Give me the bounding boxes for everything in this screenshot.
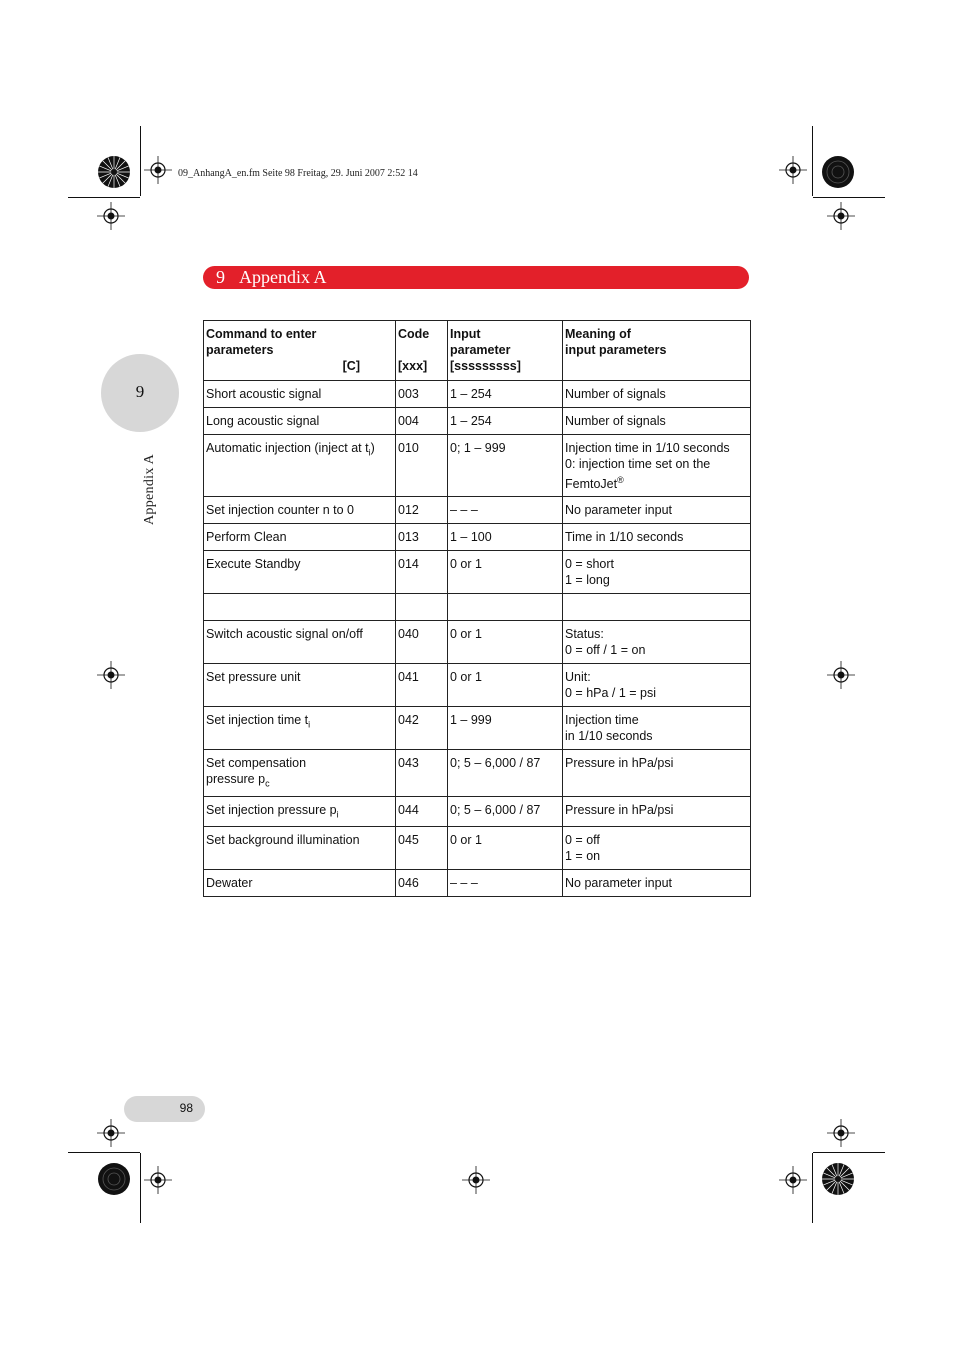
table-row <box>204 381 751 408</box>
cell-meaning-line1: Unit: <box>565 670 591 685</box>
cell-command-line1: Set compensation <box>206 756 307 771</box>
starburst-mark-icon <box>97 155 131 189</box>
table-header-row <box>204 321 751 381</box>
cell-input: 1 – 254 <box>448 381 563 408</box>
header-command-suffix: [C] <box>342 359 360 373</box>
cell-input: 0 or 1 <box>448 827 563 870</box>
cell-command: Set injection counter n to 0 <box>204 497 396 524</box>
cell-code: 014 <box>396 551 448 594</box>
cell-meaning-line1: 0 = off <box>565 833 600 848</box>
registration-mark-icon <box>97 202 125 230</box>
chapter-title-bar <box>203 266 749 289</box>
cell-input: 1 – 254 <box>448 408 563 435</box>
cell-code: 004 <box>396 408 448 435</box>
cell-meaning-line2: 0: injection time set on the <box>565 457 711 471</box>
table-row <box>204 664 751 707</box>
crop-line <box>68 197 140 198</box>
table-row <box>204 497 751 524</box>
starburst-mark-icon <box>821 1162 855 1196</box>
cell-code: 041 <box>396 664 448 707</box>
cell-meaning-line2: 1 = on <box>565 849 601 864</box>
page-number: 98 <box>179 1101 193 1115</box>
registration-mark-icon <box>144 156 172 184</box>
cell-meaning-line2: 1 = long <box>565 573 610 588</box>
header-code-line1: Code <box>398 327 430 341</box>
cell-command <box>204 594 396 621</box>
crop-line <box>812 1153 813 1223</box>
cell-command: Perform Clean <box>204 524 396 551</box>
registration-mark-icon <box>462 1166 490 1194</box>
file-info: 09_AnhangA_en.fm Seite 98 Freitag, 29. Juni 2007 2:52 14 <box>178 168 418 179</box>
cell-meaning <box>563 827 751 870</box>
registration-mark-icon <box>97 1119 125 1147</box>
table-row <box>204 750 751 797</box>
registered-mark: ® <box>617 475 624 485</box>
cell-code: 010 <box>396 435 448 497</box>
side-chapter-number: 9 <box>135 382 145 401</box>
table-row <box>204 524 751 551</box>
cell-input: – – – <box>448 497 563 524</box>
cell-command-subscript: i <box>336 809 339 820</box>
cell-code: 044 <box>396 796 448 827</box>
table-row <box>204 551 751 594</box>
cell-command: Switch acoustic signal on/off <box>204 621 396 664</box>
cell-input: – – – <box>448 870 563 897</box>
registration-mark-icon <box>97 661 125 689</box>
cell-command-tail: ) <box>370 441 375 455</box>
cell-command-line2: pressure p <box>206 772 266 787</box>
cell-meaning-line2: in 1/10 seconds <box>565 729 653 744</box>
cell-meaning-line1: Injection time <box>565 713 639 728</box>
cell-meaning: No parameter input <box>563 497 751 524</box>
cell-command <box>204 435 396 497</box>
side-chapter-tab <box>101 354 179 432</box>
cell-command-text: Set injection time t <box>206 713 309 728</box>
table-row <box>204 621 751 664</box>
table-row-empty <box>204 594 751 621</box>
table-row <box>204 435 751 497</box>
crop-line <box>813 197 885 198</box>
cell-meaning <box>563 435 751 497</box>
header-input-line1: Input <box>450 327 481 341</box>
registration-mark-icon <box>779 1166 807 1194</box>
header-command <box>204 321 396 381</box>
table-row <box>204 796 751 827</box>
cell-input: 0; 5 – 6,000 / 87 <box>448 796 563 827</box>
side-chapter-label: Appendix A <box>142 453 157 525</box>
cell-meaning-line1: Status: <box>565 627 604 642</box>
crop-line <box>812 126 813 196</box>
header-command-line1: Command to enter <box>206 327 317 341</box>
header-code <box>396 321 448 381</box>
cell-meaning: Pressure in hPa/psi <box>563 750 751 797</box>
cell-code: 003 <box>396 381 448 408</box>
cell-command-subscript: c <box>265 778 270 789</box>
cell-command-text: Set injection pressure p <box>206 802 337 817</box>
cell-code: 042 <box>396 707 448 750</box>
parameter-table <box>203 320 751 897</box>
cell-command: Set pressure unit <box>204 664 396 707</box>
header-input-suffix: [sssssssss] <box>450 359 521 373</box>
cell-command: Long acoustic signal <box>204 408 396 435</box>
header-command-line2: parameters <box>206 343 274 357</box>
cell-command <box>204 707 396 750</box>
cell-input: 1 – 999 <box>448 707 563 750</box>
cell-meaning <box>563 594 751 621</box>
cell-command <box>204 796 396 827</box>
chapter-number: 9 <box>216 267 225 287</box>
cell-code: 013 <box>396 524 448 551</box>
header-meaning-line1: Meaning of <box>565 327 631 341</box>
cell-input: 0; 5 – 6,000 / 87 <box>448 750 563 797</box>
cell-meaning-line2: 0 = hPa / 1 = psi <box>565 686 657 701</box>
cell-command-subscript: i <box>308 719 311 730</box>
cell-code: 012 <box>396 497 448 524</box>
header-meaning <box>563 321 751 381</box>
cell-meaning <box>563 707 751 750</box>
cell-command: Set background illumination <box>204 827 396 870</box>
cell-command: Dewater <box>204 870 396 897</box>
cell-input <box>448 594 563 621</box>
registration-mark-icon <box>144 1166 172 1194</box>
table-row <box>204 870 751 897</box>
chapter-title: Appendix A <box>239 267 327 287</box>
cell-command-subscript: i <box>368 447 371 458</box>
cell-input: 0; 1 – 999 <box>448 435 563 497</box>
cell-command <box>204 750 396 797</box>
registration-mark-icon <box>827 1119 855 1147</box>
registration-mark-icon <box>827 202 855 230</box>
header-code-suffix: [xxx] <box>398 359 428 373</box>
cell-code: 040 <box>396 621 448 664</box>
cell-meaning: Number of signals <box>563 408 751 435</box>
registration-mark-icon <box>779 156 807 184</box>
starburst-mark-icon <box>821 155 855 189</box>
cell-meaning <box>563 664 751 707</box>
table-row <box>204 408 751 435</box>
cell-command: Execute Standby <box>204 551 396 594</box>
header-input-line2: parameter <box>450 343 511 357</box>
crop-line <box>140 1153 141 1223</box>
header-meaning-line2: input parameters <box>565 343 667 357</box>
cell-command-text: Automatic injection (inject at t <box>206 441 369 455</box>
cell-meaning-line1: Injection time in 1/10 seconds <box>565 441 730 455</box>
table-row <box>204 707 751 750</box>
header-input <box>448 321 563 381</box>
registration-mark-icon <box>827 661 855 689</box>
cell-meaning-line2: 0 = off / 1 = on <box>565 643 646 658</box>
cell-code: 043 <box>396 750 448 797</box>
cell-meaning: No parameter input <box>563 870 751 897</box>
cell-code: 045 <box>396 827 448 870</box>
table-row <box>204 827 751 870</box>
cell-command: Short acoustic signal <box>204 381 396 408</box>
cell-code <box>396 594 448 621</box>
cell-input: 1 – 100 <box>448 524 563 551</box>
page-number-tab <box>124 1096 205 1122</box>
cell-meaning <box>563 551 751 594</box>
cell-meaning <box>563 621 751 664</box>
starburst-mark-icon <box>97 1162 131 1196</box>
cell-meaning: Pressure in hPa/psi <box>563 796 751 827</box>
crop-line <box>68 1152 140 1153</box>
cell-meaning: Number of signals <box>563 381 751 408</box>
cell-input: 0 or 1 <box>448 551 563 594</box>
cell-input: 0 or 1 <box>448 664 563 707</box>
cell-code: 046 <box>396 870 448 897</box>
crop-line <box>813 1152 885 1153</box>
crop-line <box>140 126 141 196</box>
cell-meaning-line3: FemtoJet <box>565 477 618 492</box>
cell-input: 0 or 1 <box>448 621 563 664</box>
cell-meaning: Time in 1/10 seconds <box>563 524 751 551</box>
cell-meaning-line1: 0 = short <box>565 557 614 572</box>
